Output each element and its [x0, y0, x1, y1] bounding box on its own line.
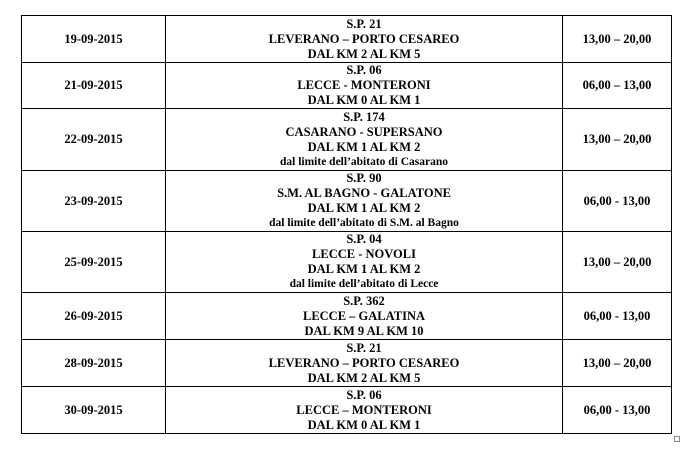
- km-range: DAL KM 0 AL KM 1: [307, 93, 421, 107]
- date-cell: 23-09-2015: [22, 171, 166, 232]
- km-range: DAL KM 1 AL KM 2: [307, 201, 421, 215]
- table-row: [22, 340, 672, 387]
- road-number: S.P. 21: [346, 340, 382, 355]
- route-cell: [166, 63, 563, 109]
- table-row: [22, 387, 672, 434]
- route-cell: [166, 340, 563, 387]
- time-cell: 13,00 – 20,00: [563, 109, 672, 171]
- table-row: [22, 293, 672, 340]
- route-note: dal limite dell’abitato di Casarano: [279, 155, 449, 168]
- route-note: dal limite dell’abitato di S.M. al Bagno: [269, 217, 459, 229]
- time-cell: 13,00 – 20,00: [563, 16, 672, 63]
- route-name: LECCE – GALATINA: [302, 308, 425, 323]
- km-range: DAL KM 1 AL KM 2: [307, 139, 421, 154]
- time-cell: 06,00 – 13,00: [563, 63, 672, 109]
- date-cell: 28-09-2015: [22, 340, 166, 387]
- route-name: LECCE - NOVOLI: [312, 247, 416, 261]
- time-cell: 06,00 - 13,00: [563, 171, 672, 232]
- road-number: S.P. 06: [346, 63, 382, 77]
- table-row: [22, 232, 672, 293]
- km-range: DAL KM 2 AL KM 5: [307, 46, 421, 61]
- route-cell: [166, 171, 563, 232]
- table-row: [22, 16, 672, 63]
- road-number: S.P. 06: [346, 387, 382, 402]
- table-resize-handle[interactable]: [674, 436, 680, 442]
- route-cell: [166, 109, 563, 171]
- route-name: LECCE - MONTERONI: [297, 78, 431, 92]
- route-cell: [166, 16, 563, 63]
- route-name: S.M. AL BAGNO - GALATONE: [277, 186, 451, 200]
- time-cell: 13,00 – 20,00: [563, 232, 672, 293]
- closure-schedule-table: [21, 15, 672, 434]
- route-cell: [166, 387, 563, 434]
- route-cell: [166, 293, 563, 340]
- route-name: CASARANO - SUPERSANO: [285, 124, 443, 139]
- table-row: [22, 63, 672, 109]
- time-cell: 13,00 – 20,00: [563, 340, 672, 387]
- route-name: LEVERANO – PORTO CESAREO: [268, 355, 460, 370]
- road-number: S.P. 362: [343, 293, 385, 308]
- km-range: DAL KM 2 AL KM 5: [307, 370, 421, 385]
- route-note: dal limite dell’abitato di Lecce: [289, 278, 439, 290]
- route-name: LEVERANO – PORTO CESAREO: [268, 31, 460, 46]
- date-cell: 19-09-2015: [22, 16, 166, 63]
- km-range: DAL KM 9 AL KM 10: [304, 323, 424, 338]
- date-cell: 25-09-2015: [22, 232, 166, 293]
- time-cell: 06,00 - 13,00: [563, 387, 672, 434]
- date-cell: 22-09-2015: [22, 109, 166, 171]
- date-cell: 26-09-2015: [22, 293, 166, 340]
- table-row: [22, 171, 672, 232]
- road-number: S.P. 04: [346, 232, 382, 246]
- time-cell: 06,00 - 13,00: [563, 293, 672, 340]
- date-cell: 30-09-2015: [22, 387, 166, 434]
- km-range: DAL KM 0 AL KM 1: [307, 417, 421, 432]
- route-cell: [166, 232, 563, 293]
- road-number: S.P. 174: [343, 109, 385, 124]
- road-number: S.P. 21: [346, 16, 382, 31]
- route-name: LECCE – MONTERONI: [296, 402, 432, 417]
- table-row: [22, 109, 672, 171]
- date-cell: 21-09-2015: [22, 63, 166, 109]
- road-number: S.P. 90: [346, 171, 382, 185]
- km-range: DAL KM 1 AL KM 2: [307, 262, 421, 276]
